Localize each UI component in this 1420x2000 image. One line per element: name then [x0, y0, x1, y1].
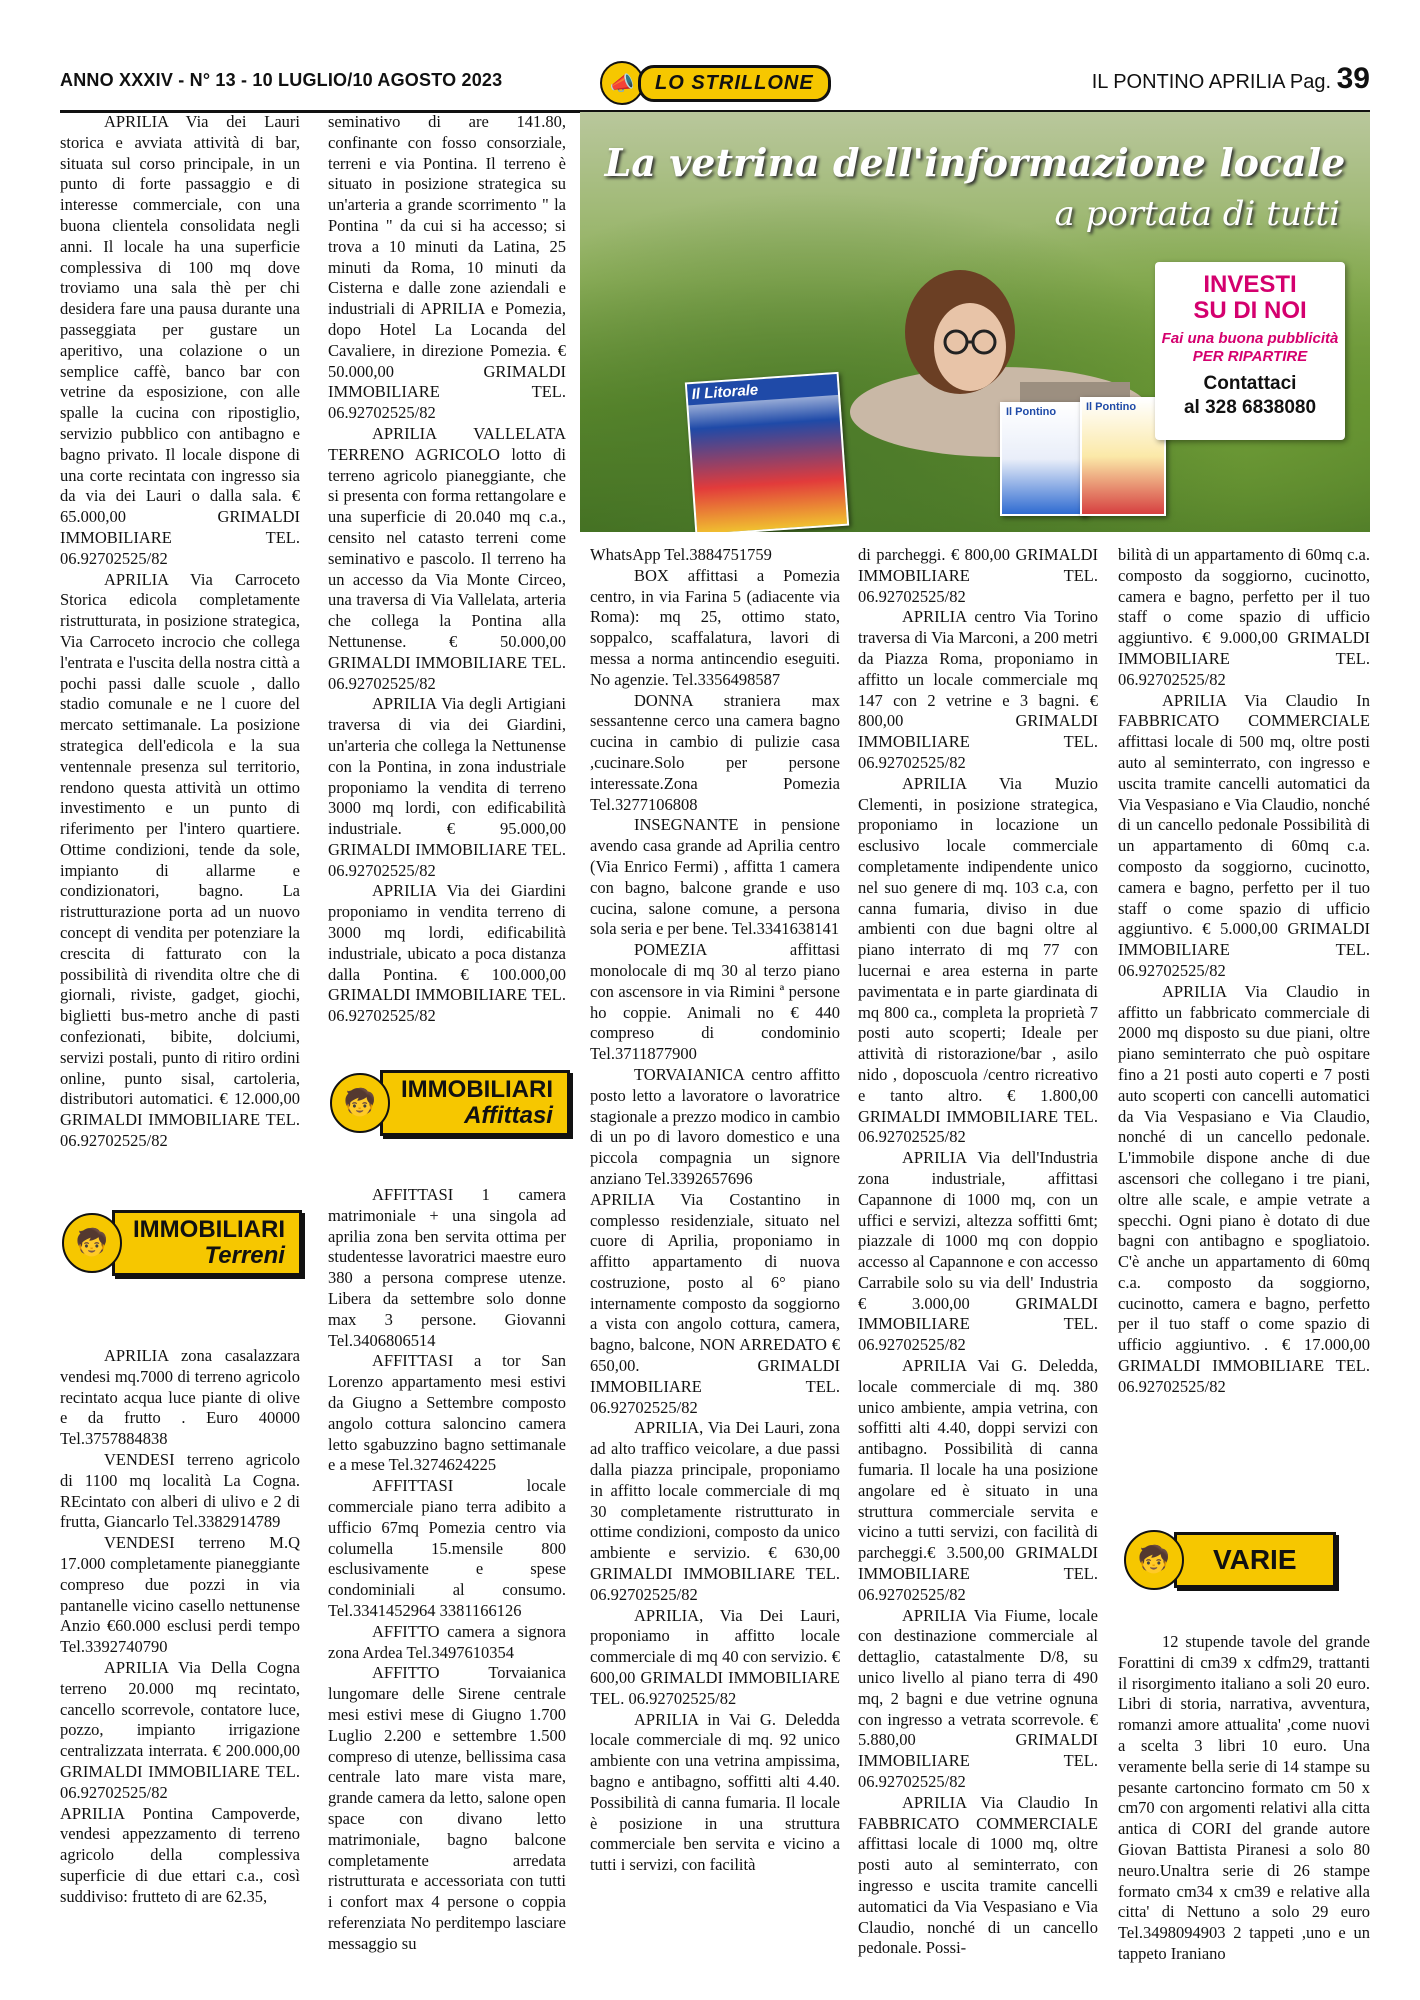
classified-ad: APRILIA Via Della Cogna terreno 20.000 mq recintato, cancello scorrevole, contatore luce, pozzo, impianto irrigazione centralizzata interrata. € 200.000,00 GRIMALDI IMMOBILIARE TEL. 06.92702525/82 [60, 1657, 300, 1802]
banner-line2: Terreni [204, 1242, 285, 1269]
classified-ad: DONNA straniera max sessantenne cerco una camera bagno cucina in cambio di pulizie casa ,cucinare.Solo per persone interessate.Zona Pomezia Tel.3277106808 [590, 690, 840, 814]
ad-invest-line1: INVESTI [1203, 271, 1297, 298]
classified-ad: seminativo di are 141.80, confinante con fosso consorziale, terreni e via Pontina. Il terreno è situato in posizione strategica su un'arteria a grande scorrimento " la Pontina " da cui si ha accesso; si trova a 10 minuti da Latina, 25 minuti da Roma, 10 minuti da Cisterna e dalle zone aziendali e industriali di APRILIA e Pomezia, dopo Hotel La Locanda del Cavaliere, in direzione Pomezia. € 50.000,00 GRIMALDI IMMOBILIARE TEL. 06.92702525/82 [328, 112, 566, 423]
magazine-title-3: Il Pontino [1086, 401, 1137, 413]
ad-contact-box [1155, 262, 1345, 440]
classified-ad: APRILIA Pontina Campoverde, vendesi appezzamento di terreno agricolo della complessiva superficie di due ettari c.a., così suddiviso: frutteto di are 62.35, [60, 1803, 300, 1906]
classified-ad: APRILIA, Via Dei Lauri, zona ad alto traffico veicolare, a due passi dalla piazza principale, proponiamo in affitto locale commerciale di mq 30 completamente ristrutturato in ottime condizioni, composto da unico ambiente e servizio. € 630,00 GRIMALDI IMMOBILIARE TEL. 06.92702525/82 [590, 1418, 840, 1604]
classified-ad: APRILIA Via Carroceto Storica edicola completamente ristrutturata, in posizione strategica, Via Carroceto incrocio che collega l'entrata e l'uscita della nostra città a pochi passi dalle scuole , dallo stadio comunale e ne l cuore del mercato settimanale. La posizione strategica dell'edicola e la sua ventennale presenza sul territorio, rendono questa attività un ottimo investimento e un punto di riferimento per l'intero quartiere. Ottime condizioni, tende da sole, impianto di allarme e condizionatori, bagno. La ristrutturazione porta ad un nuovo concept di vendita per potenziare la crescita di fatturato con la possibilità di rivendita oltre che di giornali, riviste, gadget, giochi, biglietti bus-metro anche di pasti confezionati, bibite, dolciumi, servizi postali, punto di ritiro ordini online, punto sisal, cartoleria, distributori automatici. € 12.000,00 GRIMALDI IMMOBILIARE TEL. 06.92702525/82 [60, 569, 300, 1151]
banner-line1: IMMOBILIARI [133, 1216, 285, 1243]
ad-invest-line2: SU DI NOI [1193, 297, 1307, 324]
masthead-logo [600, 62, 840, 104]
classified-ad: 12 stupende tavole del grande Forattini di cm39 x cdfm29, trattanti il risorgimento italiano a soli 20 euro. Libri di storia, narrativa, avventura, romanzi amore attualita' ,come nuovi a scelta 3 libri 10 euro. Una veramente bella serie di 14 stampe su pesante cartoncino formato cm 50 x cm70 con argomenti relativi alla citta antica di CORI del grande autore Giovan Battista Piranesi a solo 80 neuro.Unaltra serie di 26 stampe formato cm34 x cm39 e relative alla citta' di Nettuno a solo 29 euro Tel.3498094903 2 tappeti ,uno e un tappeto Iraniano [1118, 1632, 1370, 1963]
banner-label: VARIE [1174, 1532, 1336, 1588]
newspaper-title: IL PONTINO APRILIA Pag. [1091, 71, 1332, 93]
issue-info: ANNO XXXIV - N° 13 - 10 LUGLIO/10 AGOSTO 2023 [60, 70, 503, 90]
magazine-title-2: Il Pontino [1006, 406, 1057, 418]
classified-ad: AFFITTO camera a signora zona Ardea Tel.3497610354 [328, 1621, 566, 1662]
newsboy-icon: 🧒 [1124, 1530, 1184, 1590]
classified-ad: APRILIA Via dell'Industria zona industriale, affittasi Capannone di 1000 mq, con un uffici e servizi, altezza soffitti 6mt; piazzale di 1000 mq con doppio accesso al Capannone e con accesso Carrabile solo su via dell' Industria € 3.000,00 GRIMALDI IMMOBILIARE TEL. 06.92702525/82 [858, 1148, 1098, 1355]
classified-ad: APRILIA Via Claudio In FABBRICATO COMMERCIALE affittasi locale di 1000 mq, oltre posti auto al seminterrato, con ingresso e uscita tramite cancelli automatici da Via Vespasiano e Via Claudio, nonché di un cancello pedonale. Possi- [858, 1792, 1098, 1958]
classified-ad: APRILIA Via dei Giardini proponiamo in vendita terreno di 3000 mq lordi, edificabilità industriale, ubicato a poca distanza dalla Pontina. € 100.000,00 GRIMALDI IMMOBILIARE TEL. 06.92702525/82 [328, 881, 566, 1026]
classified-ad: AFFITTASI locale commerciale piano terra adibito a ufficio 67mq Pomezia centro via columella 15.mensile 800 esclusivamente e spese condominiali al consumo. Tel.3341452964 3381166126 [328, 1476, 566, 1620]
column-5 [1118, 545, 1370, 1520]
classified-ad: APRILIA Via Fiume, locale con destinazione commerciale al dettaglio, catastalmente D/8, su unico livello al piano terra di 490 mq, 2 bagni e due vetrine ognuna con ingresso a vetrata scorrevole. € 5.880,00 GRIMALDI IMMOBILIARE TEL. 06.92702525/82 [858, 1605, 1098, 1792]
classified-ad: APRILIA Via dei Lauri storica e avviata attività di bar, situata sul corso principale, in un punto di forte passaggio e di interesse commerciale, con una buona clientela consolidata negli anni. Il locale ha una superficie complessiva di 100 mq dove troviamo una sala thè per chi desidera fare una pausa durante una passeggiata per gustare un aperitivo, una colazione o un semplice caffè, banco bar con vetrine da esposizione, con alle spalle la cucina con ripostiglio, servizio pubblico con antibagno e bagno privato. Il locale dispone di una corte recintata con ingresso sia da via dei Lauri o dalla sala. € 65.000,00 GRIMALDI IMMOBILIARE TEL. 06.92702525/82 [60, 112, 300, 568]
column-1-terreni [60, 1346, 300, 1990]
magazine-cover-2 [1000, 402, 1086, 516]
classified-ad: APRILIA Via Muzio Clementi, in posizione strategica, proponiamo in locazione un esclusivo locale commerciale completamente indipendente unico nel suo genere di mq. 103 c.a, con canna fumaria, diviso in due ambienti con due bagni oltre al piano interrato di mq 77 con lucernai e area esterna in parte pavimentata e in parte giardinata di mq 800 ca., completa la proprietà 7 posti auto scoperti; Ideale per attività di ristorazione/bar , asilo nido , doposcuola /centro ricreativo e tanto altro. € 1.800,00 GRIMALDI IMMOBILIARE TEL. 06.92702525/82 [858, 773, 1098, 1147]
ad-tagline [1155, 330, 1345, 366]
classified-ad: APRILIA, Via Dei Lauri, proponiamo in affitto locale commerciale di mq 40 con servizio. € 600,00 GRIMALDI IMMOBILIARE TEL. 06.92702525/82 [590, 1605, 840, 1708]
page-number: 39 [1336, 62, 1370, 95]
column-4 [858, 545, 1098, 1990]
banner-label [112, 1210, 302, 1276]
classified-ad: VENDESI terreno agricolo di 1100 mq località La Cogna. REcintato con alberi di ulivo e 2 di frutta, Giancarlo Tel.3382914789 [60, 1449, 300, 1532]
magazine-title-1: Il Litorale [687, 374, 838, 405]
ad-invest [1155, 272, 1345, 324]
section-banner-varie [1124, 1530, 1336, 1590]
classified-ad: di parcheggi. € 800,00 GRIMALDI IMMOBILIARE TEL. 06.92702525/82 [858, 545, 1098, 606]
classified-ad: POMEZIA affittasi monolocale di mq 30 al terzo piano con ascensore in via Rimini ª persone ho coppie. Animali no € 440 compreso di condominio Tel.3711877900 [590, 940, 840, 1064]
ad-tagline-line2: PER RIPARTIRE [1192, 348, 1308, 365]
banner-line2: Affittasi [464, 1102, 553, 1129]
column-1 [60, 112, 300, 1182]
advertisement [580, 112, 1370, 532]
classified-ad: APRILIA zona casalazzara vendesi mq.7000 di terreno agricolo recintato acqua luce piante di olive e da frutto . Euro 40000 Tel.3757884838 [60, 1346, 300, 1449]
page-header [60, 62, 1370, 113]
magazine-cover-1 [685, 372, 849, 532]
classified-ad: APRILIA Via Costantino in complesso residenziale, situato nel cuore di Aprilia, proponiamo in affitto appartamento di nuova costruzione, posto al 6° piano internamente composto da soggiorno a vista con angolo cottura, camera, bagno, balcone, NON ARREDATO € 650,00. GRIMALDI IMMOBILIARE TEL. 06.92702525/82 [590, 1189, 840, 1417]
classified-ad: AFFITTASI 1 camera matrimoniale + una singola ad aprilia zona ben servita ottima per studentesse lavoratrici maestre euro 380 a persona comprese utenze. Libera da settembre solo donne max 3 persone. Giovanni Tel.3406806514 [328, 1185, 566, 1350]
section-banner-terreni [62, 1210, 302, 1276]
ad-contact-line2: al 328 6838080 [1183, 397, 1317, 418]
classified-ad: BOX affittasi a Pomezia centro, in via Farina 5 (adiacente via Roma): mq 25, ottimo stato, soppalco, scaffalatura, lavori di messa a norma antincendio eseguiti. No agenzie. Tel.3356498587 [590, 565, 840, 689]
classified-ad: bilità di un appartamento di 60mq c.a. composto da soggiorno, cucinotto, camera e bagno, perfetto per il tuo staff o come spazio di ufficio aggiuntivo. € 9.000,00 GRIMALDI IMMOBILIARE TEL. 06.92702525/82 [1118, 545, 1370, 689]
magazine-cover-3 [1080, 397, 1166, 516]
newspaper-name [1092, 62, 1370, 96]
classified-ad: AFFITTO Torvaianica lungomare delle Sirene centrale mesi estivi mese di Giugno 1.700 Luglio 2.200 e settembre 1.500 compreso di utenze, bellissima casa centrale lato mare vista mare, grande camera da letto, salone open space con divano letto matrimoniale, bagno balcone completamente arredata ristrutturata e accessoriata con tutti i confort max 4 persone o coppia referenziata No perditempo lasciare messaggio su [328, 1663, 566, 1953]
classified-ad: VENDESI terreno M.Q 17.000 completamente pianeggiante compreso due pozzi in via pantanelle vicino casello nettunense Anzio €60.000 esclusi perdi tempo Tel.3392740790 [60, 1533, 300, 1657]
classified-ad: APRILIA Via Claudio in affitto un fabbricato commerciale di 2000 mq disposto su due piani, oltre piano seminterrato che può ospitare fino a 21 posti auto coperti e 7 posti auto scoperti con cancelli automatici da Via Vespasiano e Via Claudio, nonché di un cancello pedonale. L'immobile dispone anche di due ascensori che collegano i tre piani, oltre alle scale, e ampie vetrate a specchi. Ogni piano è dotato di due bagni con antibagno e spogliatoio. C'è anche un appartamento di 60mq c.a. composto da soggiorno, cucinotto, camera e bagno, perfetto per il tuo staff o come spazio di ufficio aggiuntivo. . € 17.000,00 GRIMALDI IMMOBILIARE TEL. 06.92702525/82 [1118, 981, 1370, 1396]
column-2-affittasi [328, 1185, 566, 1990]
banner-line1: IMMOBILIARI [401, 1076, 553, 1103]
column-3 [590, 545, 840, 1990]
classified-ad: AFFITTASI a tor San Lorenzo appartamento mesi estivi da Giugno a Settembre composto angolo cottura saloncino camera letto sgabuzzino bagno settimanale e a mese Tel.3274624225 [328, 1351, 566, 1475]
newsboy-icon: 🧒 [330, 1073, 390, 1133]
ad-subtitle: a portata di tutti [1054, 194, 1340, 234]
classified-ad: APRILIA Via degli Artigiani traversa di via dei Giardini, un'arteria che collega la Nettunense con la Pontina, in zona industriale proponiamo la vendita di terreno 3000 mq lordi, con edificabilità industriale. € 95.000,00 GRIMALDI IMMOBILIARE TEL. 06.92702525/82 [328, 694, 566, 880]
classified-ad: WhatsApp Tel.3884751759 [590, 545, 772, 564]
classified-ad: APRILIA Via Claudio In FABBRICATO COMMERCIALE affittasi locale di 500 mq, oltre posti auto al seminterrato, con ingresso e uscita tramite cancelli automatici da Via Vespasiano e Via Claudio, nonché di un cancello pedonale Possibilità di un appartamento di 60mq c.a. composto da soggiorno, cucinotto, camera e bagno, perfetto per il tuo staff o come spazio di ufficio aggiuntivo. € 5.000,00 GRIMALDI IMMOBILIARE TEL. 06.92702525/82 [1118, 690, 1370, 980]
ad-title: La vetrina dell'informazione locale [604, 140, 1346, 185]
ad-contact [1155, 372, 1345, 420]
newsboy-icon: 🧒 [62, 1213, 122, 1273]
banner-label [380, 1070, 570, 1136]
column-2 [328, 112, 566, 1067]
newsboy-icon: 📣 [600, 61, 644, 105]
section-banner-affittasi [330, 1070, 570, 1136]
logo-text: LO STRILLONE [638, 65, 831, 102]
classified-ad: APRILIA Vai G. Deledda, locale commerciale di mq. 380 unico ambiente, ampia vetrina, con soffitti alti 4.40, doppi servizi con antibagno. Possibilità di canna fumaria. Il locale ha una posizione angolare ed è situato in una struttura commerciale servita e vicino a tutti servizi, con facilità di parcheggi.€ 3.500,00 GRIMALDI IMMOBILIARE TEL. 06.92702525/82 [858, 1356, 1098, 1604]
classified-ad: APRILIA VALLELATA TERRENO AGRICOLO lotto di terreno agricolo pianeggiante, che si presenta con forma rettangolare e una superficie di 20.040 mq c.a., censito nel catasto terreni come seminativo e pascolo. Il terreno ha un accesso da Via Monte Circeo, una traversa di Via Vallelata, arteria che collega la Pontina alla Nettunense. € 50.000,00 GRIMALDI IMMOBILIARE TEL. 06.92702525/82 [328, 423, 566, 693]
ad-tagline-line1: Fai una buona pubblicità [1161, 330, 1339, 347]
classified-ad: APRILIA in Vai G. Deledda locale commerciale di mq. 92 unico ambiente con una vetrina ampissima, bagno e antibagno, soffitti alti 4.40. Possibilità di canna fumaria. Il locale è posizione in una struttura commerciale ben servita e vicino a tutti i servizi, con facilità [590, 1709, 840, 1875]
column-5-varie [1118, 1632, 1370, 1990]
ad-contact-line1: Contattaci [1203, 373, 1297, 394]
classified-ad: INSEGNANTE in pensione avendo casa grande ad Aprilia centro (Via Enrico Fermi) , affitta 1 camera con bagno, balcone grande e uso cucina, salone comune, a persona sola seria e per bene. Tel.3341638141 [590, 815, 840, 939]
classified-ad: APRILIA centro Via Torino traversa di Via Marconi, a 200 metri da Piazza Roma, proponiamo in affitto un locale commerciale mq 147 con 2 vetrine e 3 bagni. € 800,00 GRIMALDI IMMOBILIARE TEL. 06.92702525/82 [858, 607, 1098, 772]
classified-ad: TORVAIANICA centro affitto posto letto a lavoratore o lavoratrice stagionale a prezzo modico in cambio di un po di lavoro domestico e una piccola compagnia un signore anziano Tel.3392657696 [590, 1064, 840, 1188]
